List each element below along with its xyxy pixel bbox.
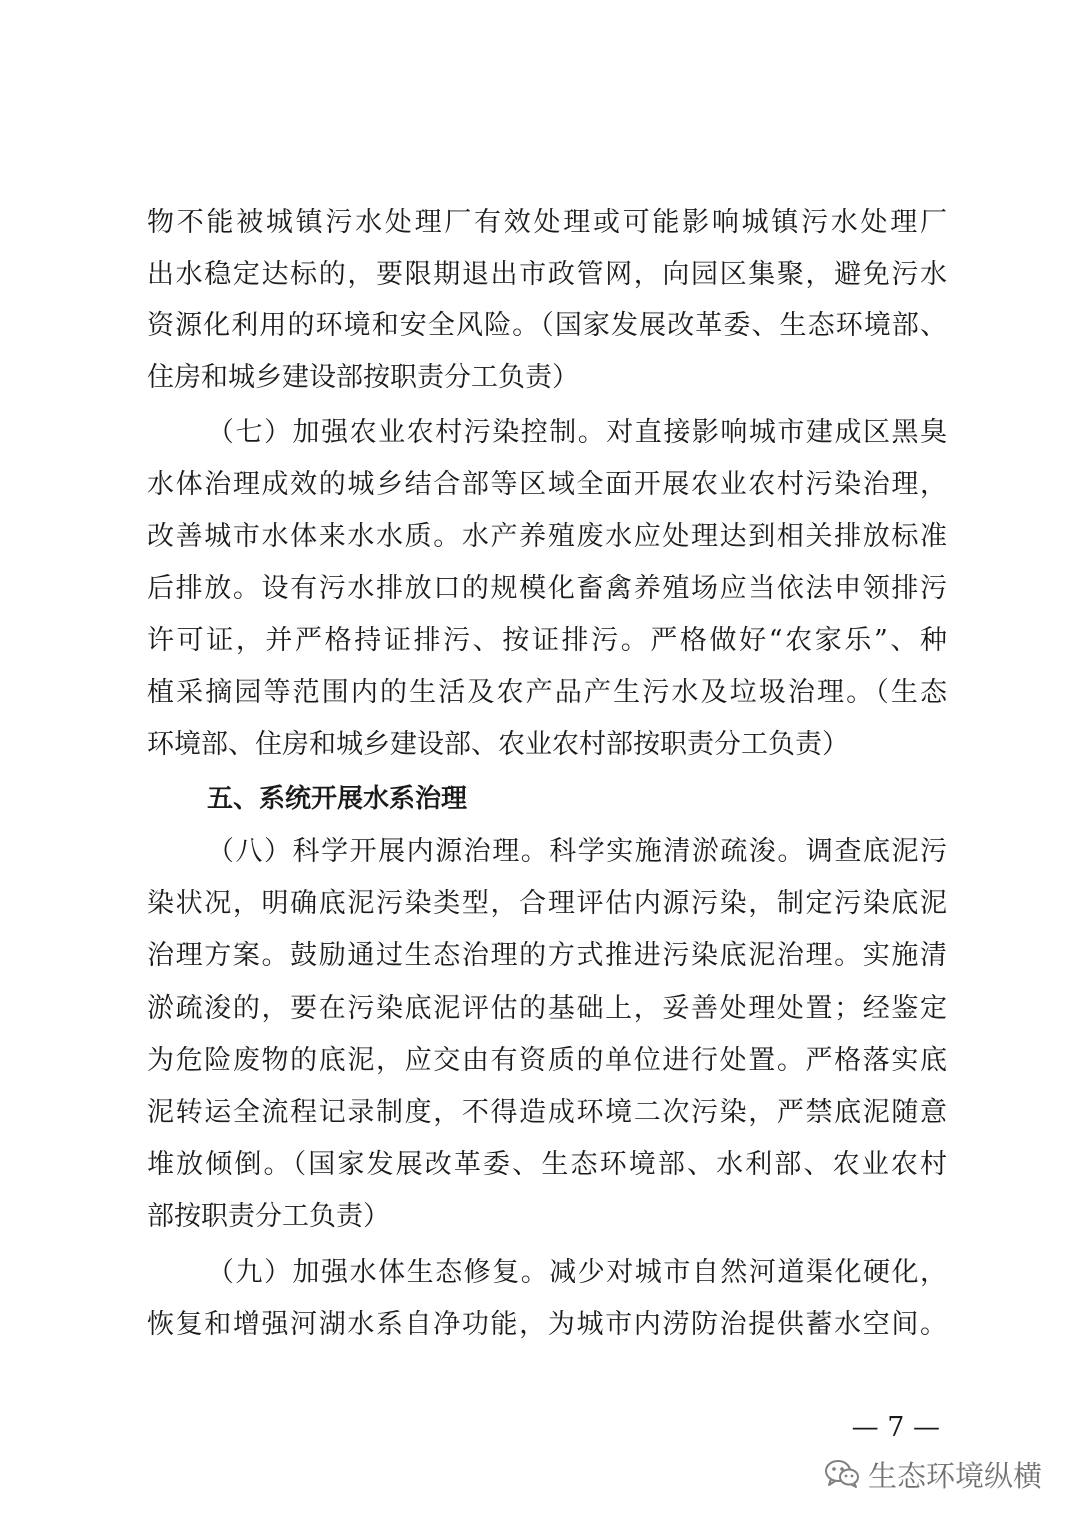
body-line: 部按职责分工负责） xyxy=(147,1201,390,1232)
body-line: 改善城市水体来水水质。水产养殖废水应处理达到相关排放标准 xyxy=(147,521,947,552)
body-line: 泥转运全流程记录制度，不得造成环境二次污染，严禁底泥随意 xyxy=(147,1097,947,1128)
watermark xyxy=(824,1454,1042,1494)
paragraph-nine-heading-line: （九）加强水体生态修复。减少对城市自然河道渠化硬化， xyxy=(207,1257,947,1288)
wechat-icon xyxy=(824,1458,860,1490)
body-line: 出水稳定达标的，要限期退出市政管网，向园区集聚，避免污水 xyxy=(147,259,947,290)
watermark-text: 生态环境纵横 xyxy=(867,1458,1042,1493)
body-line: 水体治理成效的城乡结合部等区域全面开展农业农村污染治理， xyxy=(147,469,947,500)
section-heading: 五、系统开展水系治理 xyxy=(207,784,468,814)
body-line: 许可证，并严格持证排污、按证排污。严格做好“农家乐”、种 xyxy=(147,625,947,656)
body-line: 恢复和增强河湖水系自净功能，为城市内涝防治提供蓄水空间。 xyxy=(147,1309,947,1340)
body-line: 淤疏浚的，要在污染底泥评估的基础上，妥善处理处置；经鉴定 xyxy=(147,993,947,1024)
paragraph-seven-heading-line: （七）加强农业农村污染控制。对直接影响城市建成区黑臭 xyxy=(207,417,947,448)
body-line: 植采摘园等范围内的生活及农产品产生污水及垃圾治理。（生态 xyxy=(147,677,947,708)
body-line: 住房和城乡建设部按职责分工负责） xyxy=(147,362,579,393)
paragraph-eight-heading-line: （八）科学开展内源治理。科学实施清淤疏浚。调查底泥污 xyxy=(207,836,947,867)
body-line: 资源化利用的环境和安全风险。（国家发展改革委、生态环境部、 xyxy=(147,310,947,341)
body-line: 环境部、住房和城乡建设部、农业农村部按职责分工负责） xyxy=(147,729,849,760)
body-line: 治理方案。鼓励通过生态治理的方式推进污染底泥治理。实施清 xyxy=(147,940,947,971)
body-line: 堆放倾倒。（国家发展改革委、生态环境部、水利部、农业农村 xyxy=(147,1149,947,1180)
body-line: 后排放。设有污水排放口的规模化畜禽养殖场应当依法申领排污 xyxy=(147,573,947,604)
page-number: — 7 — xyxy=(851,1412,940,1443)
body-line: 物不能被城镇污水处理厂有效处理或可能影响城镇污水处理厂 xyxy=(147,207,947,238)
body-line: 染状况，明确底泥污染类型，合理评估内源污染，制定污染底泥 xyxy=(147,888,947,919)
body-line: 为危险废物的底泥，应交由有资质的单位进行处置。严格落实底 xyxy=(147,1045,947,1076)
